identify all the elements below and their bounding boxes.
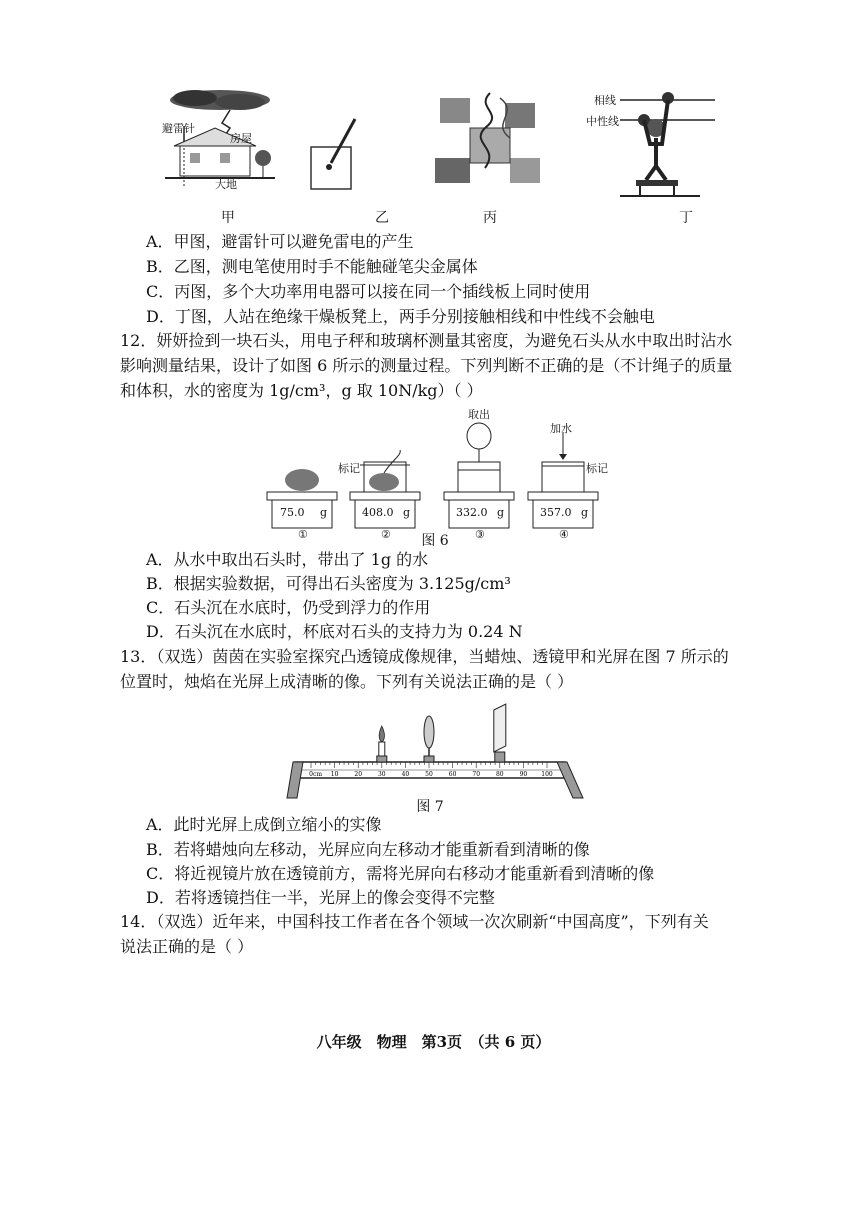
scale-unit-2: g [403,506,411,519]
bench-tick-label: 20 [354,771,363,778]
figure-6 [262,400,622,550]
mark-label-right: 标记 [586,462,608,475]
caption-jia: 甲 [221,210,235,226]
figure-7-caption: 图 7 [416,799,444,815]
bench-tick-label: 50 [425,771,433,778]
bench-tick-label: 70 [472,771,481,778]
q12-option-c: C．石头沉在水底时，仍受到浮力的作用 [146,598,431,617]
q13-option-a: A．此时光屏上成倒立缩小的实像 [146,815,382,834]
page-footer: 八年级 物理 第3页 （共 6 页） [316,1033,551,1051]
scale-unit-4: g [581,506,589,519]
candle [377,726,387,762]
step-3: ③ [475,528,485,541]
scale-reading-1: 75.0 [280,506,305,519]
q11-option-d: D．丁图，人站在绝缘干燥板凳上，两手分别接触相线和中性线不会触电 [146,307,655,326]
q13-stem-line-2: 位置时，烛焰在光屏上成清晰的像。下列有关说法正确的是（ ） [120,672,574,691]
bench-tick-label: 40 [401,771,410,778]
q13-option-d: D．若将透镜挡住一半，光屏上的像会变得不完整 [146,888,495,907]
figure-7 [285,700,585,815]
figure-6-caption: 图 6 [421,533,449,549]
scale-unit-3: g [497,506,505,519]
scale-reading-2: 408.0 [362,506,394,519]
light-screen [494,704,506,762]
q12-option-d: D．石头沉在水底时，杯底对石头的支持力为 0.24 N [146,622,523,641]
bench-tick-label: 80 [495,771,504,778]
bench-tick-label: 90 [519,771,528,778]
step-4: ④ [559,528,569,541]
ground-label: 大地 [215,178,237,191]
caption-yi: 乙 [375,210,389,226]
q14-stem-line-1: 14．（双选）近年来，中国科技工作者在各个领域一次次刷新“中国高度”，下列有关 [120,912,709,931]
bench-unit-label: cm [313,771,323,778]
live-wire-label: 相线 [594,94,616,107]
scale-unit-1: g [320,506,328,519]
bench-tick-label: 0 [309,771,313,778]
add-water-label: 加水 [550,422,572,435]
step-2: ② [381,528,391,541]
step-1: ① [298,528,308,541]
neutral-wire-label: 中性线 [586,115,619,128]
mark-label-left: 标记 [338,462,360,475]
bench-tick-label: 30 [377,771,386,778]
q11-option-a: A．甲图，避雷针可以避免雷电的产生 [146,232,414,251]
q13-option-c: C．将近视镜片放在透镜前方，需将光屏向右移动才能重新看到清晰的像 [146,864,655,883]
caption-ding: 丁 [679,210,693,226]
q11-option-b: B．乙图，测电笔使用时手不能触碰笔尖金属体 [146,257,478,276]
q12-stem-line-3: 和体积，水的密度为 1g/cm³，g 取 10N/kg）（ ） [120,381,483,400]
q12-stem-line-2: 影响测量结果，设计了如图 6 所示的测量过程。下列判断不正确的是（不计绳子的质量 [120,356,733,375]
q11-figure-bing [430,88,550,198]
q11-figure-yi [305,115,365,195]
bench-tick-label: 60 [448,771,457,778]
q14-stem-line-2: 说法正确的是（ ） [120,937,254,956]
house-label: 房屋 [230,132,252,145]
q12-stem-line-1: 12．妍妍捡到一块石头，用电子秤和玻璃杯测量其密度，为避免石头从水中取出时沾水 [120,331,733,350]
q13-stem-line-1: 13．（双选）茵茵在实验室探究凸透镜成像规律，当蜡烛、透镜甲和光屏在图 7 所示的 [120,647,729,666]
scale-reading-3: 332.0 [456,506,488,519]
bench-tick-label: 100 [541,771,553,778]
bench-tick-label: 10 [330,771,339,778]
convex-lens [424,716,434,762]
q12-option-b: B．根据实验数据，可得出石头密度为 3.125g/cm³ [146,574,511,593]
scale-reading-4: 357.0 [540,506,572,519]
caption-bing: 丙 [483,210,497,226]
q11-option-c: C．丙图，多个大功率用电器可以接在同一个插线板上同时使用 [146,282,591,301]
q13-option-b: B．若将蜡烛向左移动，光屏应向左移动才能重新看到清晰的像 [146,840,590,859]
take-out-label: 取出 [468,408,490,421]
lightning-rod-label: 避雷针 [162,122,195,135]
q12-option-a: A．从水中取出石头时，带出了 1g 的水 [146,550,429,569]
